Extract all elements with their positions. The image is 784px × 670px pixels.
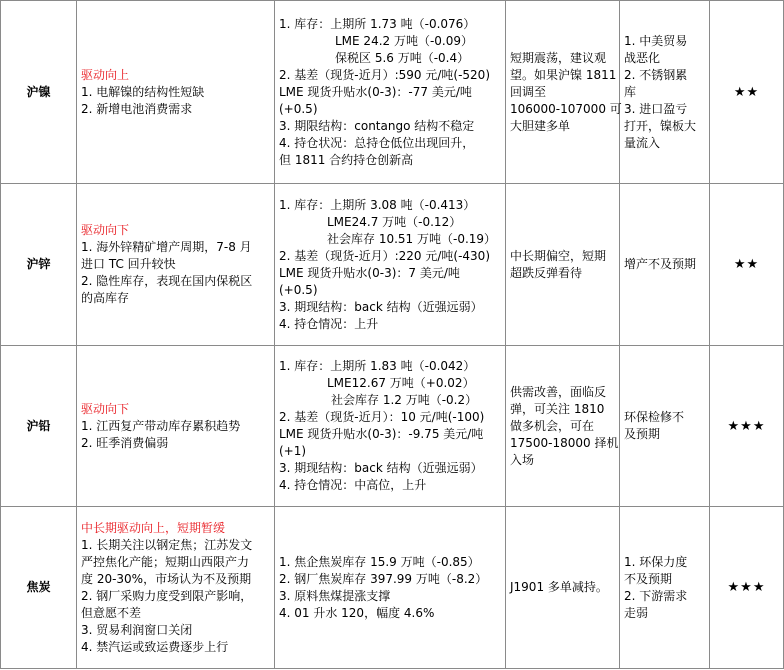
commodity-name: 沪镍 <box>1 1 77 184</box>
data-line: LME 现货升贴水(0-3)：7 美元/吨 <box>279 265 460 280</box>
driver-cell <box>77 184 275 346</box>
risk-line: 2. 下游需求 <box>624 588 688 603</box>
strategy-line: J1901 多单减持。 <box>510 580 608 594</box>
commodity-name: 沪锌 <box>1 184 77 346</box>
risk-line: 打开，镍板大 <box>624 118 697 133</box>
data-line: LME24.7 万吨（-0.12） <box>327 214 462 229</box>
strategy-line: 短期震荡，建议观 <box>510 50 607 65</box>
driver-item: 严控焦化产能；短期山西限产力 <box>81 554 250 569</box>
data-line: LME 现货升贴水(0-3)：-9.75 美元/吨 <box>279 427 484 441</box>
data-line: (+0.5) <box>279 282 318 297</box>
data-line: 社会库存 1.2 万吨（-0.2） <box>331 393 478 407</box>
risk-cell <box>620 184 710 346</box>
driver-item: 的高库存 <box>81 291 130 305</box>
data-line: 4. 持仓状况：总持仓低位出现回升， <box>279 135 475 150</box>
data-line: 1. 焦企焦炭库存 15.9 万吨（-0.85） <box>279 554 480 569</box>
data-line: 4. 持仓情况：上升 <box>279 316 379 331</box>
driver-item: 1. 电解镍的结构性短缺 <box>81 84 205 99</box>
strategy-line: 超跌反弹看待 <box>510 265 583 280</box>
data-line: 1. 库存：上期所 3.08 吨（-0.413） <box>279 197 476 212</box>
fundamentals-cell <box>275 346 506 507</box>
fundamentals-cell <box>275 184 506 346</box>
risk-cell <box>620 1 710 184</box>
driver-item: 2. 旺季消费偏弱 <box>81 435 169 450</box>
strategy-line: 17500-18000 择机 <box>510 435 619 450</box>
rating-stars: ★★ <box>710 1 784 184</box>
risk-line: 3. 进口盈亏 <box>624 101 688 116</box>
driver-cell <box>77 507 275 669</box>
rating-stars: ★★ <box>710 184 784 346</box>
strategy-cell <box>506 507 620 669</box>
driver-item: 进口 TC 回升较快 <box>81 257 176 271</box>
table-row <box>1 507 784 669</box>
strategy-line: 做多机会，可在 <box>510 418 595 433</box>
rating-stars: ★★★ <box>710 346 784 507</box>
data-line: 1. 库存：上期所 1.83 吨（-0.042） <box>279 359 476 373</box>
data-line: LME12.67 万吨（+0.02） <box>327 376 475 390</box>
driver-item: 2. 隐性库存，表现在国内保税区 <box>81 274 253 288</box>
strategy-line: 106000-107000 可 <box>510 101 622 116</box>
risk-line: 不及预期 <box>624 571 673 586</box>
data-line: 3. 期现结构：back 结构（近强远弱） <box>279 299 483 314</box>
risk-line: 环保检修不 <box>624 410 685 424</box>
strategy-line: 望。如果沪镍 1811 <box>510 67 617 82</box>
strategy-line: 大胆建多单 <box>510 118 571 133</box>
table-row <box>1 346 784 507</box>
table-row <box>1 1 784 184</box>
data-line: 2. 基差（现货-近月）:220 元/吨(-430) <box>279 248 490 263</box>
data-line: 社会库存 10.51 万吨（-0.19） <box>327 231 497 246</box>
driver-item: 1. 海外锌精矿增产周期，7-8 月 <box>81 240 252 254</box>
data-line: 3. 期限结构：contango 结构不稳定 <box>279 118 475 133</box>
commodity-name: 焦炭 <box>1 507 77 669</box>
data-line: 3. 原料焦煤提涨支撑 <box>279 588 391 603</box>
driver-item: 1. 长期关注以钢定焦；江苏发文 <box>81 537 253 552</box>
driver-item: 4. 禁汽运或致运费逐步上行 <box>81 639 229 654</box>
risk-line: 库 <box>624 84 637 99</box>
risk-line: 增产不及预期 <box>624 257 697 271</box>
driver-direction: 驱动向上 <box>81 67 130 82</box>
data-line: 1. 库存：上期所 1.73 吨（-0.076） <box>279 16 476 31</box>
data-line: 2. 基差（现货-近月）：10 元/吨(-100) <box>279 410 485 424</box>
risk-line: 1. 环保力度 <box>624 554 688 569</box>
commodity-name: 沪铅 <box>1 346 77 507</box>
strategy-line: 入场 <box>510 452 535 467</box>
risk-line: 战恶化 <box>624 50 661 65</box>
data-line: 4. 持仓情况：中高位，上升 <box>279 478 427 492</box>
driver-item: 度 20-30%，市场认为不及预期 <box>81 571 252 586</box>
driver-cell <box>77 1 275 184</box>
driver-item: 1. 江西复产带动库存累积趋势 <box>81 418 241 433</box>
driver-item: 2. 新增电池消费需求 <box>81 101 193 116</box>
data-line: LME 24.2 万吨（-0.09） <box>335 33 474 48</box>
strategy-cell <box>506 184 620 346</box>
driver-item: 3. 贸易利润窗口关闭 <box>81 622 193 637</box>
driver-direction: 驱动向下 <box>81 401 130 416</box>
rating-stars: ★★★ <box>710 507 784 669</box>
strategy-line: 回调至 <box>510 84 547 99</box>
risk-line: 1. 中美贸易 <box>624 33 688 48</box>
data-line: 3. 期现结构：back 结构（近强远弱） <box>279 461 483 475</box>
risk-cell <box>620 346 710 507</box>
driver-cell <box>77 346 275 507</box>
risk-line: 2. 不锈钢累 <box>624 67 688 82</box>
data-line: (+0.5) <box>279 101 318 116</box>
risk-line: 走弱 <box>624 605 649 620</box>
strategy-cell <box>506 1 620 184</box>
driver-item: 但意愿不差 <box>81 605 142 620</box>
driver-item: 2. 钢厂采购力度受到限产影响， <box>81 588 253 603</box>
table-row <box>1 184 784 346</box>
data-line: LME 现货升贴水(0-3)：-77 美元/吨 <box>279 84 472 99</box>
strategy-cell <box>506 346 620 507</box>
data-line: 但 1811 合约持仓创新高 <box>279 152 414 167</box>
risk-line: 及预期 <box>624 427 661 441</box>
risk-line: 量流入 <box>624 135 661 150</box>
driver-direction: 中长期驱动向上，短期暂缓 <box>81 520 226 535</box>
data-line: 2. 基差（现货-近月）:590 元/吨(-520) <box>279 67 490 82</box>
risk-cell <box>620 507 710 669</box>
fundamentals-cell <box>275 507 506 669</box>
data-line: 4. 01 升水 120，幅度 4.6% <box>279 605 435 620</box>
driver-direction: 驱动向下 <box>81 223 130 237</box>
strategy-line: 供需改善，面临反 <box>510 384 607 399</box>
fundamentals-cell <box>275 1 506 184</box>
strategy-line: 中长期偏空，短期 <box>510 248 607 263</box>
strategy-line: 弹，可关注 1810 <box>510 401 605 416</box>
data-line: 2. 钢厂焦炭库存 397.99 万吨（-8.2） <box>279 571 488 586</box>
data-line: 保税区 5.6 万吨（-0.4） <box>335 50 470 65</box>
data-line: (+1) <box>279 444 307 458</box>
